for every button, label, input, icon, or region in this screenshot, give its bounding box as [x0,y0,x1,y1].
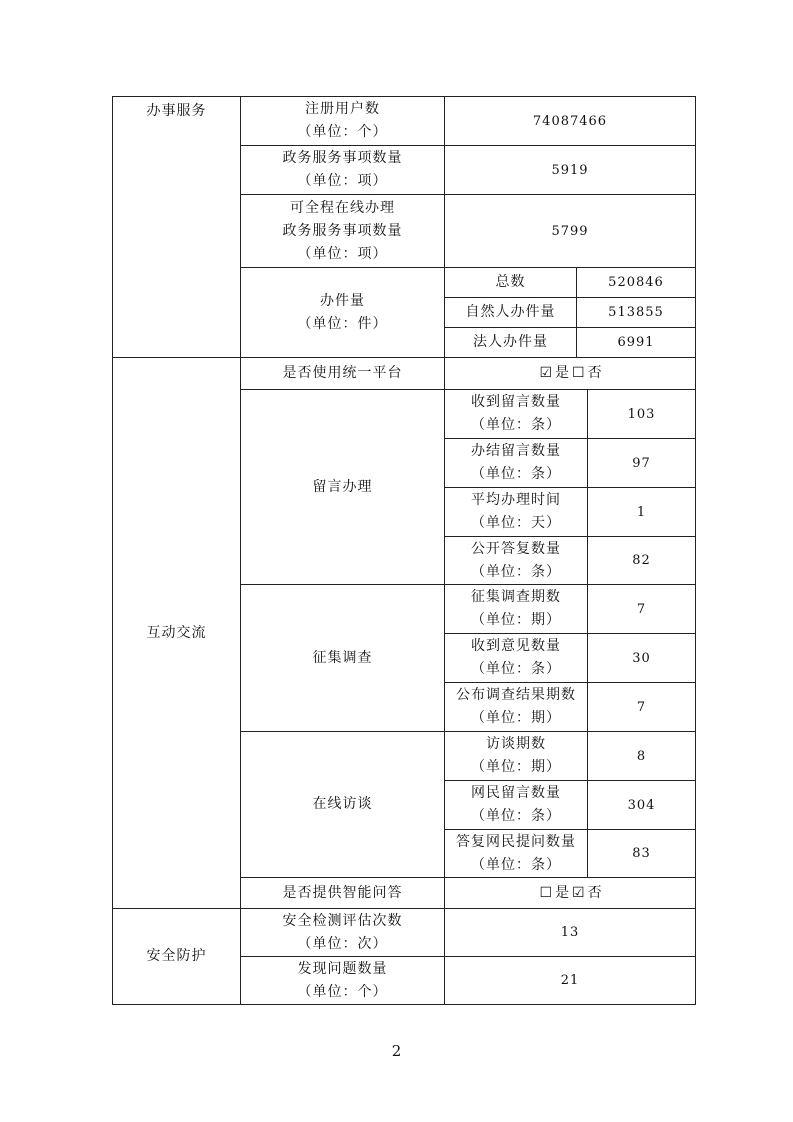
section-interaction-label: 互动交流 [146,624,207,641]
issues-label: 发现问题数量 （单位：个） [240,956,445,1005]
interview-netizen-messages-value: 304 [587,780,696,830]
messages-public-replies-label: 公开答复数量 （单位：条） [444,536,588,585]
registered-users-value: 74087466 [444,96,696,146]
online-items-label: 可全程在线办理 政务服务事项数量 （单位：项） [240,194,445,268]
cases-total-label: 总数 [444,267,577,298]
section-service [112,96,241,358]
messages-concluded-value: 97 [587,438,696,488]
messages-avg-time-label: 平均办理时间 （单位：天） [444,487,588,537]
no-option-label: 否 [587,365,603,381]
cases-legal-person-value: 6991 [576,327,696,358]
survey-opinions-value: 30 [587,633,696,683]
cases-total-value: 520846 [576,267,696,298]
survey-group-label: 征集调查 [240,584,445,732]
online-items-value: 5799 [444,194,696,268]
messages-group-label: 留言办理 [240,389,445,585]
service-items-label: 政务服务事项数量 （单位：项） [240,145,445,195]
checked-box-icon: ☑ [572,884,586,901]
cases-label: 办件量 （单位：件） [240,267,445,358]
checked-box-icon: ☑ [539,365,553,381]
interview-group-label: 在线访谈 [240,731,445,878]
smart-qa-label: 是否提供智能问答 [240,877,445,909]
issues-value: 21 [444,956,696,1005]
interview-replies-value: 83 [587,829,696,878]
assessments-label: 安全检测评估次数 （单位：次） [240,908,445,957]
section-interaction [112,357,241,909]
yes-option-label: 是 [555,884,570,901]
interview-replies-label: 答复网民提问数量 （单位：条） [444,829,588,878]
cases-legal-person-label: 法人办件量 [444,327,577,358]
messages-received-value: 103 [587,389,696,439]
messages-avg-time-value: 1 [587,487,696,537]
survey-results-value: 7 [587,682,696,732]
assessments-value: 13 [444,908,696,957]
messages-concluded-label: 办结留言数量 （单位：条） [444,438,588,488]
interview-periods-value: 8 [587,731,696,781]
messages-public-replies-value: 82 [587,536,696,585]
survey-results-label: 公布调查结果期数 （单位：期） [444,682,588,732]
section-security-label: 安全防护 [146,948,207,964]
smart-qa-value [444,877,696,909]
interview-netizen-messages-label: 网民留言数量 （单位：条） [444,780,588,830]
survey-periods-value: 7 [587,584,696,634]
section-service-label: 办事服务 [146,103,207,119]
section-security [112,908,241,1005]
page-number: 2 [391,1042,402,1060]
no-option-label: 否 [587,884,603,901]
survey-opinions-label: 收到意见数量 （单位：条） [444,633,588,683]
unchecked-box-icon: ☐ [572,365,586,381]
service-items-value: 5919 [444,145,696,195]
messages-received-label: 收到留言数量 （单位：条） [444,389,588,439]
unified-platform-value [444,357,696,390]
cases-natural-person-label: 自然人办件量 [444,297,577,328]
unified-platform-label: 是否使用统一平台 [240,357,445,390]
interview-periods-label: 访谈期数 （单位：期） [444,731,588,781]
survey-periods-label: 征集调查期数 （单位：期） [444,584,588,634]
cases-natural-person-value: 513855 [576,297,696,328]
unchecked-box-icon: ☐ [539,884,553,901]
yes-option-label: 是 [555,365,570,381]
registered-users-label: 注册用户数 （单位：个） [240,96,445,146]
